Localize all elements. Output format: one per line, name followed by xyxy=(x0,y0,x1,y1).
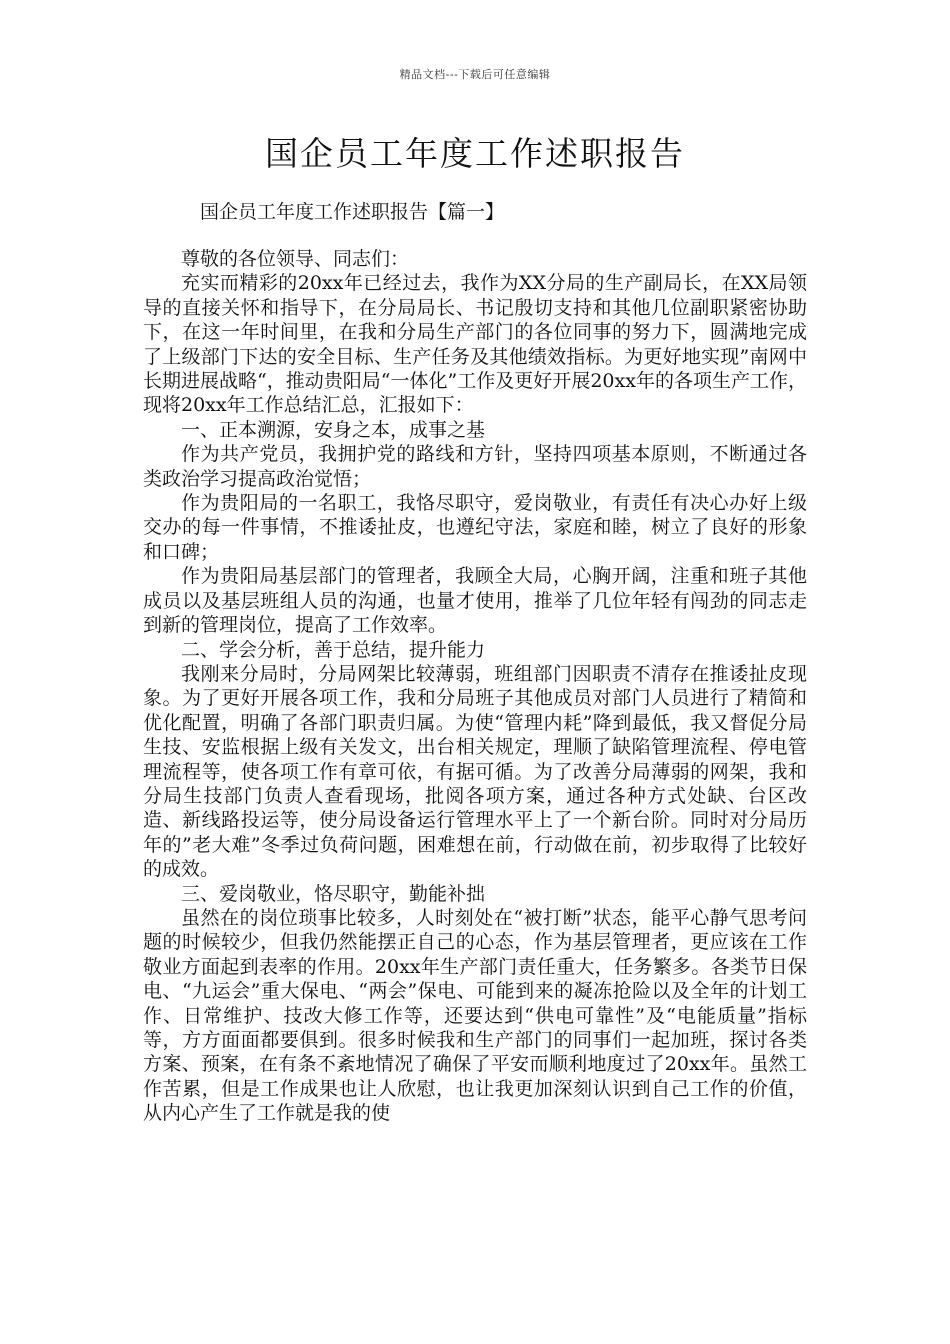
body-paragraph: 作为贵阳局的一名职工，我恪尽职守，爱岗敬业，有责任有决心办好上级交办的每一件事情，不推诿扯皮，也遵纪守法，家庭和睦，树立了良好的形象和口碑； xyxy=(143,492,807,563)
body-paragraph: 充实而精彩的20xx年已经过去，我作为XX分局的生产副局长，在XX局领导的直接关怀和指导下，在分局局长、书记殷切支持和其他几位副职紧密协助下，在这一年时间里，在我和分局生产部门的各位同事的努力下，圆满地完成了上级部门下达的安全目标、生产任务及其他绩效指标。为更好地实现”南网中长期进展战略“，推动贵阳局“一体化”工作及更好开展20xx年的各项生产工作，现将20xx年工作总结汇总，汇报如下： xyxy=(143,272,807,417)
page-header-note: 精品文档---下载后可任意编辑 xyxy=(399,68,551,81)
subheading-paragraph: 二、学会分析，善于总结，提升能力 xyxy=(181,638,486,661)
body-paragraph: 虽然在的岗位琐事比较多，人时刻处在“被打断”状态，能平心静气思考问题的时候较少，但我仍然能摆正自己的心态，作为基层管理者，更应该在工作敬业方面起到表率的作用。20xx年生产部门责任重大，任务繁多。各类节日保电、“九运会”重大保电、“两会”保电、可能到来的凝冻抢险以及全年的计划工作、日常维护、技改大修工作等，还要达到“供电可靠性”及“电能质量”指标等，方方面面都要俱到。很多时候我和生产部门的同事们一起加班，探讨各类方案、预案，在有条不紊地情况了确保了平安而顺利地度过了20xx年。虽然工作苦累，但是工作成果也让人欣慰，也让我更加深刻认识到自己工作的价值，从内心产生了工作就是我的使 xyxy=(143,906,807,1125)
document-body xyxy=(143,247,807,1126)
body-paragraph: 作为共产党员，我拥护党的路线和方针，坚持四项基本原则，不断通过各类政治学习提高政治觉悟； xyxy=(143,443,807,490)
subheading-paragraph: 三、爱岗敬业，恪尽职守，勤能补拙 xyxy=(181,882,486,905)
body-paragraph: 我刚来分局时，分局网架比较薄弱，班组部门因职责不清存在推诿扯皮现象。为了更好开展各项工作，我和分局班子其他成员对部门人员进行了精简和优化配置，明确了各部门职责归属。为使“管理内耗”降到最低，我又督促分局生技、安监根据上级有关发文，出台相关规定，理顺了缺陷管理流程、停电管理流程等，使各项工作有章可依，有据可循。为了改善分局薄弱的网架，我和分局生技部门负责人查看现场，批阅各项方案，通过各种方式处缺、台区改造、新线路投运等，使分局设备运行管理水平上了一个新台阶。同时对分局历年的”老大难”冬季过负荷问题，困难想在前，行动做在前，初步取得了比较好的成效。 xyxy=(143,662,807,881)
section-heading: 国企员工年度工作述职报告【篇一】 xyxy=(200,201,505,223)
subheading-paragraph: 一、正本溯源，安身之本，成事之基 xyxy=(181,418,486,441)
document-title: 国企员工年度工作述职报告 xyxy=(265,134,685,173)
body-paragraph: 作为贵阳局基层部门的管理者，我顾全大局，心胸开阔，注重和班子其他成员以及基层班组人员的沟通，也量才使用，推举了几位年轻有闯劲的同志走到新的管理岗位，提高了工作效率。 xyxy=(143,565,807,637)
salutation-paragraph: 尊敬的各位领导、同志们： xyxy=(181,248,410,270)
